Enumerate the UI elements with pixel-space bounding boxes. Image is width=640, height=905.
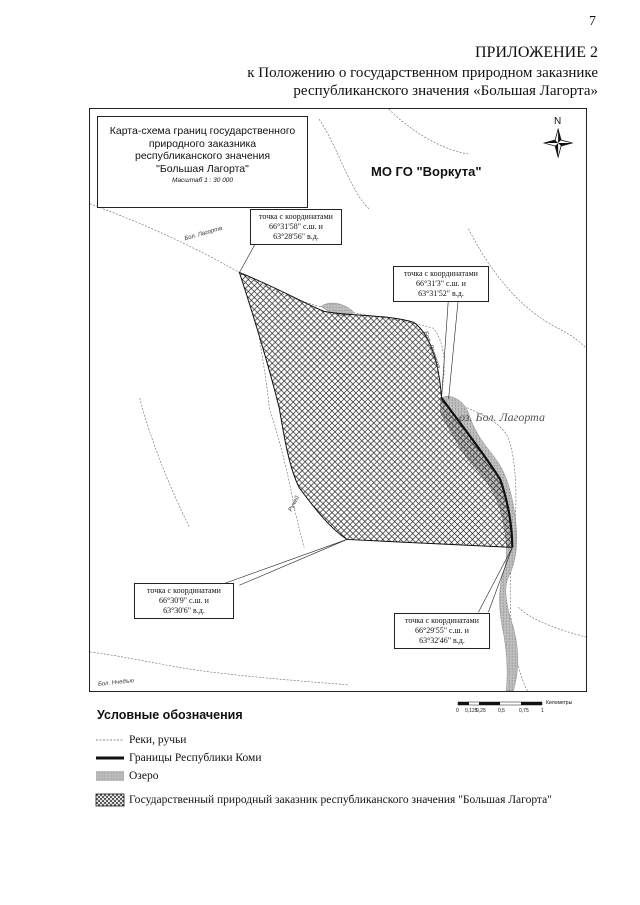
lake-label: оз. Бол. Лагорта <box>459 410 545 424</box>
map-title-line-3: республиканского значения <box>134 150 271 162</box>
legend-item-reserve <box>95 793 552 807</box>
callout-3-line-2: 66°30'9" с.ш. и <box>159 596 209 605</box>
map-title-box <box>97 116 308 208</box>
scale-tick-4: 0,75 <box>519 708 529 714</box>
callout-4-line-1: точка с координатами <box>405 616 479 625</box>
north-label: N <box>554 116 562 127</box>
legend-item-border <box>95 751 261 765</box>
callout-2-line-2: 66°31'3" с.ш. и <box>416 279 466 288</box>
map-title-line-1: Карта-схема границ государственного <box>109 125 296 137</box>
legend-title: Условные обозначения <box>97 708 243 722</box>
legend-label-lake: Озеро <box>129 770 159 782</box>
map-title-line-4: "Большая Лагорта" <box>156 162 249 175</box>
map-title-line-2: природного заказника <box>148 137 257 150</box>
callout-2-line-1: точка с координатами <box>404 269 478 278</box>
legend-item-rivers <box>95 733 186 747</box>
river-label-bottom-left: Бол. Нчедъю <box>97 678 135 688</box>
river-label-middle: Ручей <box>287 495 301 513</box>
scale-tick-5: 1 <box>541 708 544 714</box>
legend-label-reserve: Государственный природный заказник республиканского значения "Большая Лагорта" <box>129 794 552 806</box>
river-label-top-left: Бол. Лагорта <box>183 225 224 243</box>
map-scale: Масштаб 1 : 30 000 <box>171 177 234 184</box>
map-frame <box>89 108 587 692</box>
lake-fill-icon <box>95 769 125 783</box>
appendix-title: ПРИЛОЖЕНИЕ 2 <box>474 44 598 61</box>
callout-4-line-3: 63°32'46" в.д. <box>419 636 465 645</box>
callout-point-1 <box>250 209 342 245</box>
callout-1-line-1: точка с координатами <box>259 212 333 221</box>
river-line-icon <box>95 733 125 747</box>
scale-tick-2: 0,25 <box>476 708 486 714</box>
scale-tick-3: 0,5 <box>498 708 505 714</box>
appendix-line-1: к Положению о государственном природном заказнике <box>247 65 598 81</box>
callout-2-line-3: 63°31'52" в.д. <box>418 289 464 298</box>
callout-point-2 <box>393 266 489 302</box>
scale-unit: Километры <box>546 700 573 706</box>
border-line-icon <box>95 751 125 765</box>
callout-point-4 <box>394 613 490 649</box>
callout-3-line-3: 63°30'6" в.д. <box>163 606 205 615</box>
region-label: МО ГО "Воркута" <box>371 164 482 179</box>
north-arrow <box>544 129 572 157</box>
callout-4-line-2: 66°29'55" с.ш. и <box>415 626 469 635</box>
appendix-line-2: республиканского значения «Большая Лагорта» <box>293 83 598 99</box>
callout-1-line-3: 63°28'56" в.д. <box>273 232 319 241</box>
page-number: 7 <box>589 14 596 29</box>
river-label-top-right: Бол. Лагорта <box>422 330 442 370</box>
callout-3-line-1: точка с координатами <box>147 586 221 595</box>
callout-point-3 <box>134 583 234 619</box>
legend-label-rivers: Реки, ручьи <box>129 734 187 746</box>
reserve-hatch-icon <box>95 793 125 807</box>
scale-tick-0: 0 <box>456 708 459 714</box>
callout-1-line-2: 66°31'58" с.ш. и <box>269 222 323 231</box>
scale-tick-1: 0,125 <box>465 708 478 714</box>
legend-label-border: Границы Республики Коми <box>129 752 262 764</box>
legend-item-lake <box>95 769 158 783</box>
